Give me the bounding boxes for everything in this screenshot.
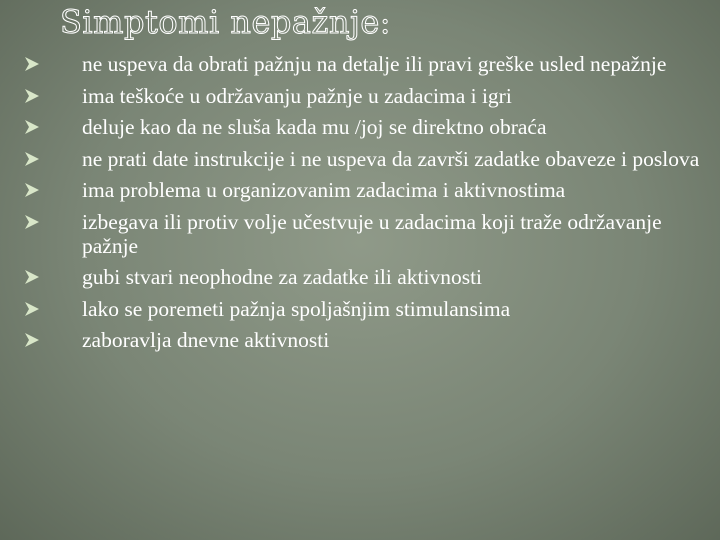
arrowhead-bullet-icon bbox=[24, 88, 40, 104]
arrowhead-bullet-icon bbox=[24, 119, 40, 135]
bullet-text: lako se poremeti pažnja spoljašnjim stimulansima bbox=[82, 296, 511, 321]
bullet-text: ne prati date instrukcije i ne uspeva da završi zadatke obaveze i poslova bbox=[82, 146, 700, 171]
bullet-text: zaboravlja dnevne aktivnosti bbox=[82, 328, 330, 352]
arrowhead-bullet-icon bbox=[24, 182, 40, 198]
arrowhead-bullet-icon bbox=[24, 301, 40, 317]
arrowhead-bullet-icon bbox=[24, 214, 40, 230]
bullet-text: ne uspeva da obrati pažnju na detalje ili pravi greške usled nepažnje bbox=[82, 52, 667, 76]
bullet-item bbox=[20, 265, 700, 289]
arrowhead-bullet-icon bbox=[24, 56, 40, 72]
bullet-text: izbegava ili protiv volje učestvuje u zadacima koji traže održavanje pažnje bbox=[82, 209, 662, 258]
bullet-item bbox=[20, 297, 700, 321]
bullet-item bbox=[20, 115, 700, 139]
bullet-text: gubi stvari neophodne za zadatke ili aktivnosti bbox=[82, 265, 483, 289]
arrowhead-bullet-icon bbox=[24, 151, 40, 167]
bullet-item bbox=[20, 210, 700, 258]
arrowhead-bullet-icon bbox=[24, 332, 40, 348]
bullet-text: ima problema u organizovanim zadacima i aktivnostima bbox=[82, 178, 566, 202]
bullet-list bbox=[20, 52, 700, 360]
bullet-item bbox=[20, 178, 700, 202]
bullet-text: deluje kao da ne sluša kada mu /joj se direktno obraća bbox=[82, 115, 547, 139]
slide-title: Simptomi nepažnje: bbox=[60, 3, 392, 41]
bullet-text: ima teškoće u održavanju pažnje u zadacima i igri bbox=[82, 83, 512, 108]
bullet-item bbox=[20, 52, 700, 76]
bullet-item bbox=[20, 84, 700, 108]
arrowhead-bullet-icon bbox=[24, 269, 40, 285]
bullet-item bbox=[20, 147, 700, 171]
bullet-item bbox=[20, 328, 700, 352]
